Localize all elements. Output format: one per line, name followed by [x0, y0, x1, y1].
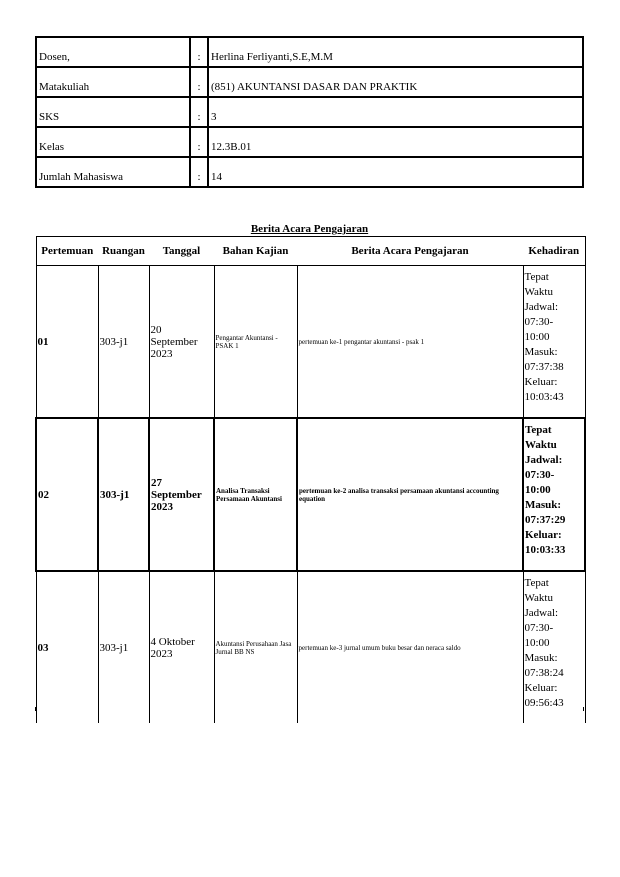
header-bahan-kajian: Bahan Kajian — [214, 237, 297, 266]
info-separator: : — [190, 67, 208, 97]
info-label: Jumlah Mahasiswa — [36, 157, 190, 187]
cell-bahan-kajian: Analisa Transaksi Persamaan Akuntansi — [214, 418, 297, 571]
info-label: SKS — [36, 97, 190, 127]
tanggal-line: 4 Oktober — [150, 635, 195, 648]
kehadiran-line: Tepat — [525, 424, 552, 436]
info-label: Dosen, — [36, 37, 190, 67]
cell-tanggal — [149, 571, 214, 723]
info-row-dosen — [36, 37, 583, 67]
tanggal-line: 27 — [151, 476, 162, 489]
kehadiran-line: 10:03:43 — [524, 391, 564, 403]
cell-bahan-kajian: Pengantar Akuntansi - PSAK 1 — [214, 266, 297, 419]
kehadiran-line: 10:00 — [524, 331, 550, 343]
cell-tanggal — [149, 266, 214, 419]
info-separator: : — [190, 37, 208, 67]
cell-berita-acara: pertemuan ke-3 jurnal umum buku besar dan neraca saldo — [297, 571, 523, 723]
kehadiran-line: 07:37:38 — [524, 361, 564, 373]
kehadiran-line: Keluar: — [524, 682, 558, 694]
kehadiran-line: Masuk: — [524, 652, 558, 664]
tanggal-line: September — [150, 335, 198, 348]
cell-ruangan: 303-j1 — [98, 418, 149, 571]
cell-pertemuan: 03 — [36, 571, 98, 723]
info-separator: : — [190, 127, 208, 157]
teaching-report-table — [35, 236, 586, 723]
header-kehadiran: Kehadiran — [523, 237, 585, 266]
kehadiran-line: 07:38:24 — [524, 667, 564, 679]
kehadiran-line: Masuk: — [525, 499, 562, 511]
kehadiran-line: 10:00 — [525, 484, 551, 496]
cell-berita-acara: pertemuan ke-2 analisa transaksi persamaan akuntansi accounting equation — [297, 418, 523, 571]
info-value: Herlina Ferliyanti,S.E,M.M — [208, 37, 583, 67]
table-continuation — [35, 707, 584, 711]
tanggal-line: 2023 — [150, 647, 173, 660]
table-row — [36, 266, 585, 419]
kehadiran-line: 09:56:43 — [524, 697, 564, 709]
info-row-sks — [36, 97, 583, 127]
kehadiran-line: Masuk: — [524, 346, 558, 358]
kehadiran-line: 07:30- — [525, 469, 555, 481]
kehadiran-line: Jadwal: — [524, 607, 559, 619]
header-berita-acara: Berita Acara Pengajaran — [297, 237, 523, 266]
kehadiran-line: 07:30- — [524, 622, 554, 634]
kehadiran-line: Tepat — [524, 577, 549, 589]
info-value: 12.3B.01 — [208, 127, 583, 157]
info-value: 3 — [208, 97, 583, 127]
kehadiran-line: Tepat — [524, 271, 549, 283]
tanggal-line: 20 — [150, 323, 162, 336]
cell-kehadiran — [523, 418, 585, 571]
info-row-jumlah-mahasiswa — [36, 157, 583, 187]
cell-ruangan: 303-j1 — [98, 266, 149, 419]
kehadiran-line: Keluar: — [525, 529, 562, 541]
tanggal-line: September — [151, 488, 202, 501]
info-label: Matakuliah — [36, 67, 190, 97]
kehadiran-line: Jadwal: — [525, 454, 563, 466]
course-info-table — [35, 36, 584, 188]
info-separator: : — [190, 157, 208, 187]
cell-tanggal — [149, 418, 214, 571]
tanggal-line: 2023 — [150, 347, 173, 360]
kehadiran-line: 10:03:33 — [525, 544, 566, 556]
info-label: Kelas — [36, 127, 190, 157]
cell-berita-acara: pertemuan ke-1 pengantar akuntansi - psak 1 — [297, 266, 523, 419]
cell-kehadiran — [523, 571, 585, 723]
cell-pertemuan: 01 — [36, 266, 98, 419]
kehadiran-line: Waktu — [524, 592, 553, 604]
kehadiran-line: 10:00 — [524, 637, 550, 649]
info-row-kelas — [36, 127, 583, 157]
info-separator: : — [190, 97, 208, 127]
header-pertemuan: Pertemuan — [36, 237, 98, 266]
kehadiran-line: 07:30- — [524, 316, 554, 328]
table-row — [36, 418, 585, 571]
info-value: 14 — [208, 157, 583, 187]
kehadiran-line: 07:37:29 — [525, 514, 566, 526]
kehadiran-line: Keluar: — [524, 376, 558, 388]
tanggal-line: 2023 — [151, 500, 173, 513]
header-ruangan: Ruangan — [98, 237, 149, 266]
cell-pertemuan: 02 — [36, 418, 98, 571]
table-header-row — [36, 237, 585, 266]
info-row-matakuliah — [36, 67, 583, 97]
cell-kehadiran — [523, 266, 585, 419]
cell-bahan-kajian: Akuntansi Perusahaan Jasa Jurnal BB NS — [214, 571, 297, 723]
section-title: Berita Acara Pengajaran — [250, 223, 369, 235]
info-value: (851) AKUNTANSI DASAR DAN PRAKTIK — [208, 67, 583, 97]
cell-ruangan: 303-j1 — [98, 571, 149, 723]
kehadiran-line: Jadwal: — [524, 301, 559, 313]
table-row — [36, 571, 585, 723]
kehadiran-line: Waktu — [525, 439, 557, 451]
kehadiran-line: Waktu — [524, 286, 553, 298]
header-tanggal: Tanggal — [149, 237, 214, 266]
